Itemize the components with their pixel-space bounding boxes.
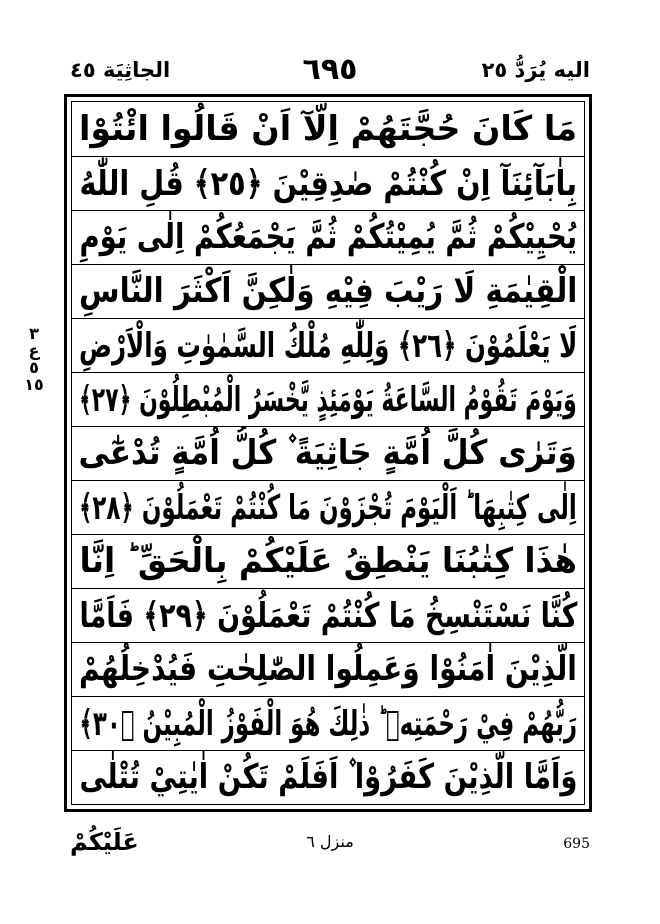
line-text: لَا يَعْلَمُوْنَ ﴿٢٦﴾ وَلِلّٰهِ مُلْكُ السَّمٰوٰتِ وَالْاَرْضِ	[78, 325, 578, 366]
text-line	[72, 642, 584, 697]
text-line	[72, 480, 584, 535]
ruku-marker	[22, 325, 46, 395]
text-line	[72, 696, 584, 751]
line-text: الْقِيٰمَةِ لَا رَيْبَ فِيْهِ وَلٰكِنَّ اَكْثَرَ النَّاسِ	[78, 271, 578, 311]
text-line	[72, 264, 584, 319]
catchword: عَلَيْكُمْ	[70, 828, 139, 856]
line-text: وَتَرٰى كُلَّ اُمَّةٍ جَاثِيَةً ۫ كُلُّ اُمَّةٍ تُدْعٰٓى	[78, 433, 578, 473]
page-number-arabic: ٦٩٥	[302, 52, 358, 87]
page-footer	[70, 828, 590, 864]
line-text: مَا كَانَ حُجَّتَهُمْ اِلَّآ اَنْ قَالُوا ائْتُوْا	[78, 109, 578, 149]
ruku-marker-part: ٣	[29, 324, 39, 343]
page-number-latin: 695	[563, 836, 590, 852]
line-text: الَّذِيْنَ اٰمَنُوْا وَعَمِلُوا الصّٰلِحٰتِ فَيُدْخِلُهُمْ	[79, 649, 577, 689]
text-line	[72, 426, 584, 481]
line-text: هٰذَا كِتٰبُنَا يَنْطِقُ عَلَيْكُمْ بِالْحَقِّ ؕ اِنَّا	[79, 541, 577, 581]
text-line	[72, 318, 584, 373]
text-line	[72, 156, 584, 211]
text-line	[72, 588, 584, 643]
ruku-marker-part: ٥	[29, 358, 39, 377]
juz-name: اليه يُرَدُّ ٢٥	[481, 58, 590, 82]
text-line	[72, 750, 584, 804]
verse-lines	[72, 102, 584, 804]
text-line	[72, 534, 584, 589]
text-line	[72, 372, 584, 427]
text-frame	[64, 94, 592, 812]
line-text: رَبُّهُمْ فِيْ رَحْمَتِهٖ ؕ ذٰلِكَ هُوَ الْفَوْزُ الْمُبِيْنُ ﴿٣٠﴾	[79, 703, 577, 744]
line-text: يُحْيِيْكُمْ ثُمَّ يُمِيْتُكُمْ ثُمَّ يَجْمَعُكُمْ اِلٰى يَوْمِ	[79, 217, 577, 257]
text-frame-inner	[71, 101, 585, 805]
ruku-marker-part: ع	[28, 341, 40, 360]
text-line	[72, 210, 584, 265]
manzil-label: منزل ٦	[306, 832, 354, 851]
line-text: اِلٰى كِتٰبِهَا ؕ اَلْيَوْمَ تُجْزَوْنَ مَا كُنْتُمْ تَعْمَلُوْنَ ﴿٢٨﴾	[79, 487, 577, 528]
text-line	[72, 102, 584, 157]
line-text: وَاَمَّا الَّذِيْنَ كَفَرُوْا ۫ اَفَلَمْ تَكُنْ اٰيٰتِيْ تُتْلٰى	[79, 757, 577, 797]
surah-name: الجاثِيَة ٤٥	[70, 58, 171, 82]
line-text: كُنَّا نَسْتَنْسِخُ مَا كُنْتُمْ تَعْمَلُوْنَ ﴿٢٩﴾ فَاَمَّا	[79, 595, 577, 636]
line-text: وَيَوْمَ تَقُوْمُ السَّاعَةُ يَوْمَئِذٍ يَّخْسَرُ الْمُبْطِلُوْنَ ﴿٢٧﴾	[79, 379, 577, 420]
page-header	[70, 52, 590, 94]
ruku-marker-part: ١٥	[24, 375, 44, 394]
line-text: بِاٰبَآئِنَآ اِنْ كُنْتُمْ صٰدِقِيْنَ ﴿٢٥﴾ قُلِ اللّٰهُ	[79, 163, 577, 204]
